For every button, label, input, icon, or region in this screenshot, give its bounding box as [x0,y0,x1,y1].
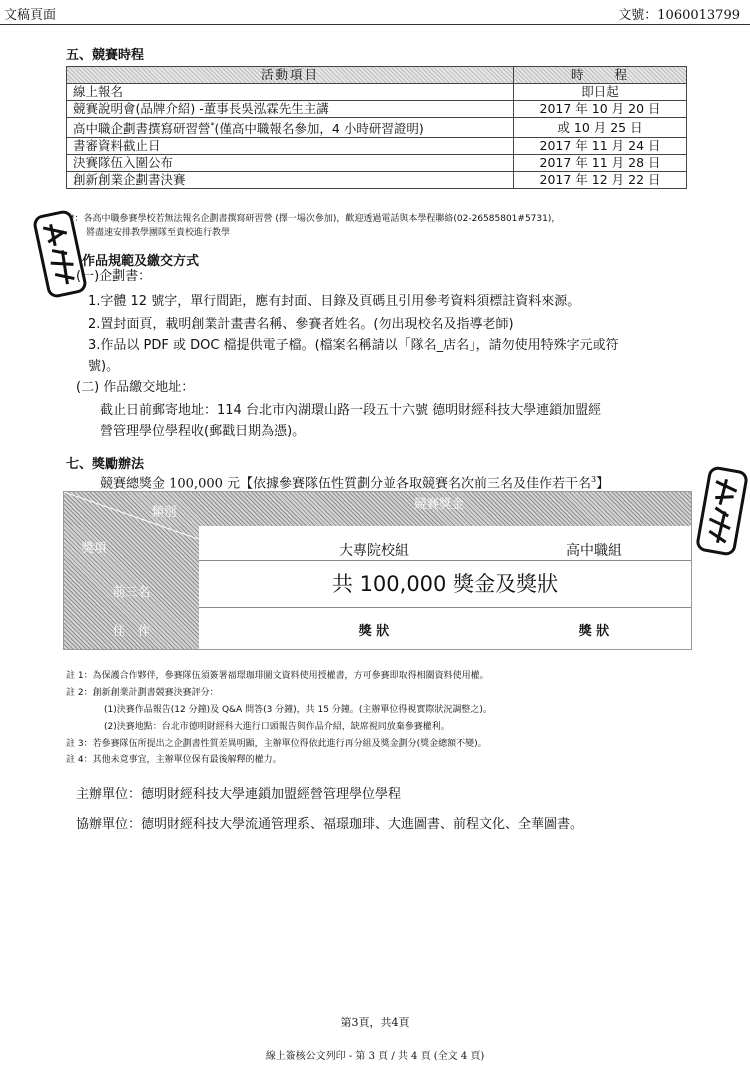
note-2-item-2: (2)決賽地點：台北市德明財經科大進行口頭報告與作品介紹，缺席視同放棄參賽權利。 [104,722,450,732]
corner-award: 獎項 [81,540,107,555]
header-left: 文稿頁面 [4,8,57,23]
stamp-icon [698,469,745,554]
prize-intro: 競賽總獎金 100,000 元【依據參賽隊伍性質劃分並各取競賽名次前三名及佳作若干名$^3$】 [100,475,610,492]
table-row: 線上報名 即日起 [67,84,687,101]
approval-stamp-right [695,465,749,557]
document-number: 文號：1060013799 [618,8,740,23]
plan-item-1: 1.字體 12 號字，單行間距，應有封面、目錄及頁碼且引用參考資料須標註資料來源。 [88,294,581,309]
corner-category: 類別 [151,504,177,519]
note-2: 註 2：創新創業計劃書競賽決賽評分： [66,688,219,698]
table-row: 高中職企劃書撰寫研習營*(僅高中職報名參加，4 小時研習證明) 或 10 月 25 日 [67,118,687,138]
subsection-address: (二) 作品繳交地址： [76,380,195,395]
table-row: 決賽隊伍入圍公布 2017 年 11 月 28 日 [67,155,687,172]
organizer: 主辦單位：德明財經科技大學連鎖加盟經營管理學位學程 [76,787,402,802]
schedule-note-line2: 將盡速安排教學團隊至貴校進行教學 [86,228,231,238]
plan-item-3-cont: 號)。 [88,359,120,374]
col-activity: 活動項目 [67,67,514,84]
honorable-college-value: 獎 狀 [358,624,390,639]
subsection-plan: (一)企劃書： [76,269,152,284]
header-divider [0,24,750,25]
prize-table [63,491,692,650]
row-honorable-label: 佳 作 [112,623,151,638]
corner-diagonal [64,492,264,562]
mail-address-line2: 營管理學位學程收(郵戳日期為憑)。 [100,424,306,439]
page-number: 第3頁，共4頁 [340,1016,410,1029]
col-time: 時 程 [514,67,687,84]
footer-print-info: 線上簽核公文列印 - 第 3 頁 / 共 4 頁 (全文 4 頁) [265,1051,485,1062]
section6-title: 作品規範及繳交方式 [82,254,200,269]
note-2-item-1: (1)決賽作品報告(12 分鐘)及 Q&A 問答(3 分鐘)，共 15 分鐘。(主辦單位得視實際狀況調整之)。 [104,705,492,715]
plan-item-2: 2.置封面頁，載明創業計畫書名稱、參賽者姓名。(勿出現校名及指導老師) [88,317,514,332]
schedule-table [66,66,687,189]
note-1: 註 1：為保護合作夥伴，參賽隊伍須簽署福璟珈琲圖文資料使用授權書，方可參賽即取得相關資料使用權。 [66,671,489,681]
note-4: 註 4：其他未竟事宜，主辦單位保有最後解釋的權力。 [66,755,282,765]
row-top3-label: 前三名 [112,584,151,599]
schedule-note-line1: *：各高中職參賽學校若無法報名企劃書撰寫研習營 (擇一場次參加)，歡迎透過電話與本學程聯絡(02-26585801#5731)， [70,214,561,224]
note-3: 註 3：若參賽隊伍所提出之企劃書性質差異明顯，主辦單位得依此進行再分組及獎金劃分(獎金總額不變)。 [66,739,487,749]
section5-title: 五、競賽時程 [66,48,145,63]
table-row: 創新創業企劃書決賽 2017 年 12 月 22 日 [67,172,687,189]
prize-header: 競賽獎金 [413,496,464,511]
co-organizer: 協辦單位：德明財經科技大學流通管理系、福璟珈琲、大進圖書、前程文化、全華圖書。 [76,817,584,832]
category-college: 大專院校組 [339,543,409,559]
mail-address-line1: 截止日前郵寄地址：114 台北市內湖環山路一段五十六號 德明財經科技大學連鎖加盟經 [100,403,602,418]
section7-title: 七、獎勵辦法 [66,457,145,472]
plan-item-3: 3.作品以 PDF 或 DOC 檔提供電子檔。(檔案名稱請以「隊名_店名」，請勿使用特殊字元或符 [88,338,619,353]
honorable-highschool-value: 獎 狀 [578,624,610,639]
top3-prize-value: 共 100,000 獎金及獎狀 [331,572,559,596]
category-highschool: 高中職組 [566,543,622,559]
table-row: 書審資料截止日 2017 年 11 月 24 日 [67,138,687,155]
table-row: 競賽說明會(品牌介紹) -董事長吳泓霖先生主講 2017 年 10 月 20 日 [67,101,687,118]
